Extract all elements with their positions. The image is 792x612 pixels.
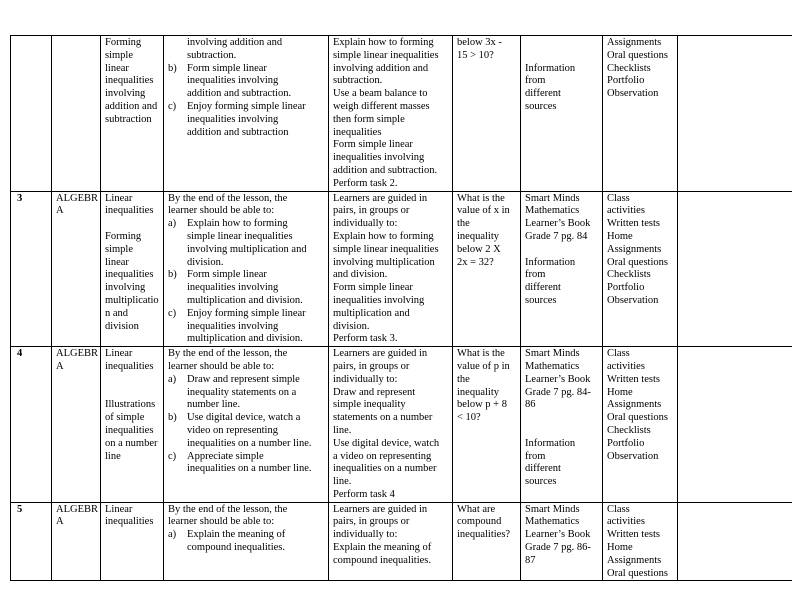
outcome-line: Explain the meaning of [187, 529, 286, 541]
remarks-cell [678, 502, 792, 581]
spacer [525, 244, 598, 257]
inquiry-line: value of x in [457, 205, 510, 217]
week-cell: 3 [11, 191, 52, 347]
sub-strand-line: Linear [105, 503, 133, 515]
outcome-line: inequalities on a number line. [187, 463, 312, 475]
experience-line: subtraction. [333, 75, 383, 87]
learning-outcomes-cell [164, 502, 329, 581]
assessment-line: Assignments [607, 243, 662, 255]
resources-cell [521, 191, 603, 347]
sub-strand-line: Linear [105, 192, 133, 204]
inquiry-line: the [457, 373, 470, 385]
outcome-item [168, 308, 324, 346]
outcome-item [168, 218, 324, 269]
experience-line: Form simple linear [333, 282, 413, 294]
outcome-marker: c) [168, 307, 177, 319]
inquiry-line: below 3x - [457, 37, 502, 48]
strand-cell [52, 191, 101, 347]
week-cell: 4 [11, 347, 52, 503]
assessment-line: Portfolio [607, 437, 645, 449]
outcome-line: Form simple linear [187, 269, 267, 281]
sub-strand-cell [101, 347, 164, 503]
experience-line: addition and subtraction. [333, 164, 438, 176]
experience-line: inequalities involving [333, 152, 425, 164]
resource-line: Information [525, 437, 576, 449]
sub-strand-line: addition and [105, 100, 158, 112]
experience-line: line. [333, 424, 352, 436]
experience-line: compound inequalities. [333, 554, 431, 566]
assessment-cell [603, 36, 678, 192]
learning-outcomes-cell [164, 191, 329, 347]
assessment-line: Checklists [607, 424, 651, 436]
inquiry-line: inequality [457, 230, 499, 242]
experience-line: Explain the meaning of [333, 542, 432, 554]
outcome-line: simple linear inequalities [187, 230, 293, 242]
outcome-line: Draw and represent simple [187, 373, 300, 385]
sub-strand-line: inequalities [105, 205, 154, 217]
inquiry-line: What are [457, 503, 496, 515]
outcome-marker: b) [168, 269, 177, 281]
resources-cell [521, 347, 603, 503]
assessment-line: Portfolio [607, 75, 645, 87]
inquiry-line: inequality [457, 386, 499, 398]
spacer [525, 50, 598, 63]
assessment-line: Checklists [607, 269, 651, 281]
experience-line: Use digital device, watch [333, 437, 440, 449]
resource-line: Grade 7 pg. 84- [525, 386, 591, 398]
outcome-line: Enjoy forming simple linear [187, 100, 306, 112]
sub-strand-cell [101, 191, 164, 347]
sub-strand-line: multiplicatio [105, 294, 159, 306]
strand-cell [52, 36, 101, 192]
learning-experiences-cell [329, 191, 453, 347]
sub-strand-line: Illustrations [105, 399, 156, 411]
resources-cell [521, 36, 603, 192]
resource-line: sources [525, 100, 557, 112]
outcome-line: number line. [187, 399, 241, 411]
sub-strand-line: simple [105, 49, 133, 61]
experience-line: weigh different masses [333, 100, 430, 112]
outcome-line: Form simple linear [187, 62, 267, 74]
outcome-line: inequalities involving [187, 282, 279, 294]
outcome-line: compound inequalities. [187, 542, 285, 554]
experience-line: Draw and represent [333, 386, 416, 398]
outcomes-list [168, 529, 324, 555]
experience-line: Explain how to forming [333, 37, 434, 48]
resource-line: different [525, 463, 561, 475]
strand-line: A [56, 205, 64, 217]
experience-line: pairs, in groups or [333, 516, 410, 528]
sub-strand-line: inequalities [105, 360, 154, 372]
outcome-item [168, 63, 324, 101]
table-row [11, 36, 792, 192]
assessment-line: Oral questions [607, 412, 668, 424]
resource-line: Grade 7 pg. 86- [525, 542, 591, 554]
strand-line: ALGEBR [56, 503, 98, 515]
outcome-line: inequalities involving [187, 320, 279, 332]
resource-line: 86 [525, 399, 536, 411]
experience-line: individually to: [333, 218, 398, 230]
resource-line: Learner’s Book [525, 218, 591, 230]
sub-strand-cell [101, 502, 164, 581]
experience-line: Learners are guided in [333, 503, 428, 515]
resource-line: Mathematics [525, 205, 580, 217]
experience-line: Perform task 3. [333, 333, 398, 345]
table-body [11, 36, 792, 581]
outcome-item [168, 269, 324, 307]
learning-outcomes-cell [164, 347, 329, 503]
outcomes-list [168, 218, 324, 346]
sub-strand-cell [101, 36, 164, 192]
experience-line: involving multiplication [333, 256, 435, 268]
assessment-line: Assignments [607, 37, 662, 48]
remarks-cell [678, 347, 792, 503]
inquiry-line: the [457, 218, 470, 230]
resource-line: Mathematics [525, 516, 580, 528]
assessment-line: Class [607, 348, 630, 360]
outcomes-intro-line: learner should be able to: [168, 516, 275, 528]
assessment-line: Written tests [607, 529, 660, 541]
inquiry-question-cell [453, 502, 521, 581]
inquiry-line: compound [457, 516, 502, 528]
resource-line: Mathematics [525, 360, 580, 372]
experience-line: then form simple [333, 113, 405, 125]
sub-strand-line: subtraction [105, 113, 152, 125]
resource-line: Smart Minds [525, 192, 580, 204]
assessment-line: Observation [607, 450, 659, 462]
sub-strand-line: linear [105, 256, 129, 268]
assessment-line: Assignments [607, 554, 662, 566]
outcome-line: Use digital device, watch a [187, 412, 301, 424]
assessment-line: Portfolio [607, 282, 645, 294]
assessment-line: Class [607, 503, 630, 515]
resource-line: different [525, 282, 561, 294]
assessment-cell [603, 191, 678, 347]
assessment-line: Assignments [607, 399, 662, 411]
experience-line: Learners are guided in [333, 348, 428, 360]
outcome-marker: a) [168, 529, 177, 541]
experience-line: Perform task 2. [333, 177, 398, 189]
outcome-line: inequality statements on a [187, 386, 297, 398]
learning-outcomes-cell [164, 36, 329, 192]
outcome-line: inequalities on a number line. [187, 437, 312, 449]
spacer [105, 218, 159, 231]
resource-line: Grade 7 pg. 84 [525, 230, 588, 242]
experience-line: division. [333, 320, 370, 332]
inquiry-line: below 2 X [457, 243, 501, 255]
outcome-line: involving addition and [187, 37, 283, 48]
outcomes-intro-line: By the end of the lesson, the [168, 192, 288, 204]
outcome-item [168, 412, 324, 450]
assessment-line: activities [607, 360, 645, 372]
sub-strand-line: Forming [105, 230, 142, 242]
outcome-line: inequalities involving [187, 75, 279, 87]
resource-line: sources [525, 294, 557, 306]
outcome-marker: b) [168, 62, 177, 74]
outcomes-intro-line: learner should be able to: [168, 205, 275, 217]
outcome-marker: a) [168, 373, 177, 385]
resource-line: Information [525, 256, 576, 268]
outcome-line: division. [187, 256, 224, 268]
week-cell: 5 [11, 502, 52, 581]
sub-strand-line: on a number [105, 437, 158, 449]
week-cell [11, 36, 52, 192]
experience-line: statements on a number [333, 412, 433, 424]
sub-strand-line: inequalities [105, 269, 154, 281]
strand-line: A [56, 360, 64, 372]
assessment-line: Observation [607, 88, 659, 100]
sub-strand-line: inequalities [105, 75, 154, 87]
outcome-marker: b) [168, 412, 177, 424]
sub-strand-line: Linear [105, 348, 133, 360]
experience-line: pairs, in groups or [333, 205, 410, 217]
sub-strand-line: division [105, 320, 139, 332]
outcome-line: addition and subtraction [187, 126, 289, 138]
outcomes-intro-line: By the end of the lesson, the [168, 348, 288, 360]
assessment-cell [603, 502, 678, 581]
learning-experiences-cell [329, 36, 453, 192]
experience-line: individually to: [333, 529, 398, 541]
experience-line: individually to: [333, 373, 398, 385]
assessment-line: Home [607, 542, 633, 554]
strand-cell [52, 347, 101, 503]
learning-experiences-cell [329, 502, 453, 581]
sub-strand-line: simple [105, 243, 133, 255]
resource-line: different [525, 88, 561, 100]
sub-strand-line: line [105, 450, 121, 462]
resource-line: from [525, 450, 546, 462]
strand-line: A [56, 516, 64, 528]
resource-line: Information [525, 62, 576, 74]
inquiry-line: What is the [457, 192, 505, 204]
assessment-line: activities [607, 516, 645, 528]
outcomes-intro-line: By the end of the lesson, the [168, 503, 288, 515]
spacer [525, 412, 598, 425]
outcomes-list [168, 374, 324, 476]
experience-line: simple inequality [333, 399, 406, 411]
resources-cell [521, 502, 603, 581]
assessment-line: Home [607, 386, 633, 398]
outcomes-list [168, 37, 324, 139]
experience-line: pairs, in groups or [333, 360, 410, 372]
outcome-item [168, 37, 324, 63]
assessment-line: Checklists [607, 62, 651, 74]
sub-strand-line: Forming [105, 37, 142, 48]
inquiry-question-cell [453, 347, 521, 503]
assessment-line: Observation [607, 294, 659, 306]
assessment-line: Oral questions [607, 256, 668, 268]
spacer [105, 374, 159, 387]
experience-line: and division. [333, 269, 388, 281]
resource-line: Learner’s Book [525, 373, 591, 385]
scheme-of-work-table [10, 35, 792, 581]
inquiry-line: inequalities? [457, 529, 511, 541]
experience-line: Use a beam balance to [333, 88, 428, 100]
experience-line: Learners are guided in [333, 192, 428, 204]
sub-strand-line: linear [105, 62, 129, 74]
assessment-line: activities [607, 205, 645, 217]
assessment-line: Written tests [607, 218, 660, 230]
remarks-cell [678, 191, 792, 347]
resource-line: sources [525, 476, 557, 488]
outcome-item [168, 374, 324, 412]
outcome-marker: c) [168, 450, 177, 462]
learning-experiences-cell [329, 347, 453, 503]
experience-line: Form simple linear [333, 139, 413, 151]
outcomes-intro-line: learner should be able to: [168, 360, 275, 372]
experience-line: simple linear inequalities [333, 243, 439, 255]
inquiry-line: value of p in [457, 360, 510, 372]
outcome-line: multiplication and division. [187, 294, 303, 306]
experience-line: Explain how to forming [333, 230, 434, 242]
sub-strand-line: involving [105, 282, 146, 294]
table-row [11, 191, 792, 347]
resource-line: Learner’s Book [525, 529, 591, 541]
strand-line: ALGEBR [56, 348, 98, 360]
outcome-line: involving multiplication and [187, 243, 307, 255]
strand-cell [52, 502, 101, 581]
assessment-line: Written tests [607, 373, 660, 385]
strand-line: ALGEBR [56, 192, 98, 204]
inquiry-line: 2x = 32? [457, 256, 494, 268]
sub-strand-line: involving [105, 88, 146, 100]
experience-line: simple linear inequalities [333, 49, 439, 61]
spacer [525, 37, 598, 50]
outcome-line: inequalities involving [187, 113, 279, 125]
inquiry-line: below p + 8 [457, 399, 507, 411]
remarks-cell [678, 36, 792, 192]
experience-line: inequalities [333, 126, 382, 138]
outcome-marker: a) [168, 218, 177, 230]
inquiry-line: What is the [457, 348, 505, 360]
sub-strand-line: of simple [105, 412, 145, 424]
resource-line: Smart Minds [525, 348, 580, 360]
outcome-marker: c) [168, 100, 177, 112]
experience-line: line. [333, 476, 352, 488]
assessment-line: Class [607, 192, 630, 204]
experience-line: a video on representing [333, 450, 432, 462]
experience-line: Perform task 4 [333, 488, 395, 500]
resource-line: from [525, 269, 546, 281]
outcome-item [168, 529, 324, 555]
sub-strand-line: inequalities [105, 516, 154, 528]
outcome-line: subtraction. [187, 49, 237, 61]
outcome-line: video on representing [187, 424, 278, 436]
sub-strand-line: n and [105, 307, 129, 319]
assessment-cell [603, 347, 678, 503]
inquiry-question-cell [453, 36, 521, 192]
assessment-line: Oral questions [607, 49, 668, 61]
outcome-line: Appreciate simple [187, 450, 264, 462]
table-row [11, 347, 792, 503]
outcome-line: multiplication and division. [187, 333, 303, 345]
table-row [11, 502, 792, 581]
resource-line: Smart Minds [525, 503, 580, 515]
inquiry-line: < 10? [457, 412, 481, 424]
experience-line: involving addition and [333, 62, 429, 74]
experience-line: inequalities involving [333, 294, 425, 306]
spacer [525, 425, 598, 438]
assessment-line: Oral questions [607, 567, 668, 579]
assessment-line: Home [607, 230, 633, 242]
outcome-line: Explain how to forming [187, 218, 288, 230]
resource-line: 87 [525, 554, 536, 566]
outcome-line: Enjoy forming simple linear [187, 307, 306, 319]
experience-line: inequalities on a number [333, 463, 437, 475]
outcome-line: addition and subtraction. [187, 88, 292, 100]
inquiry-question-cell [453, 191, 521, 347]
inquiry-line: 15 > 10? [457, 49, 494, 61]
spacer [105, 387, 159, 400]
outcome-item [168, 451, 324, 477]
experience-line: multiplication and [333, 307, 410, 319]
sub-strand-line: inequalities [105, 424, 154, 436]
resource-line: from [525, 75, 546, 87]
outcome-item [168, 101, 324, 139]
